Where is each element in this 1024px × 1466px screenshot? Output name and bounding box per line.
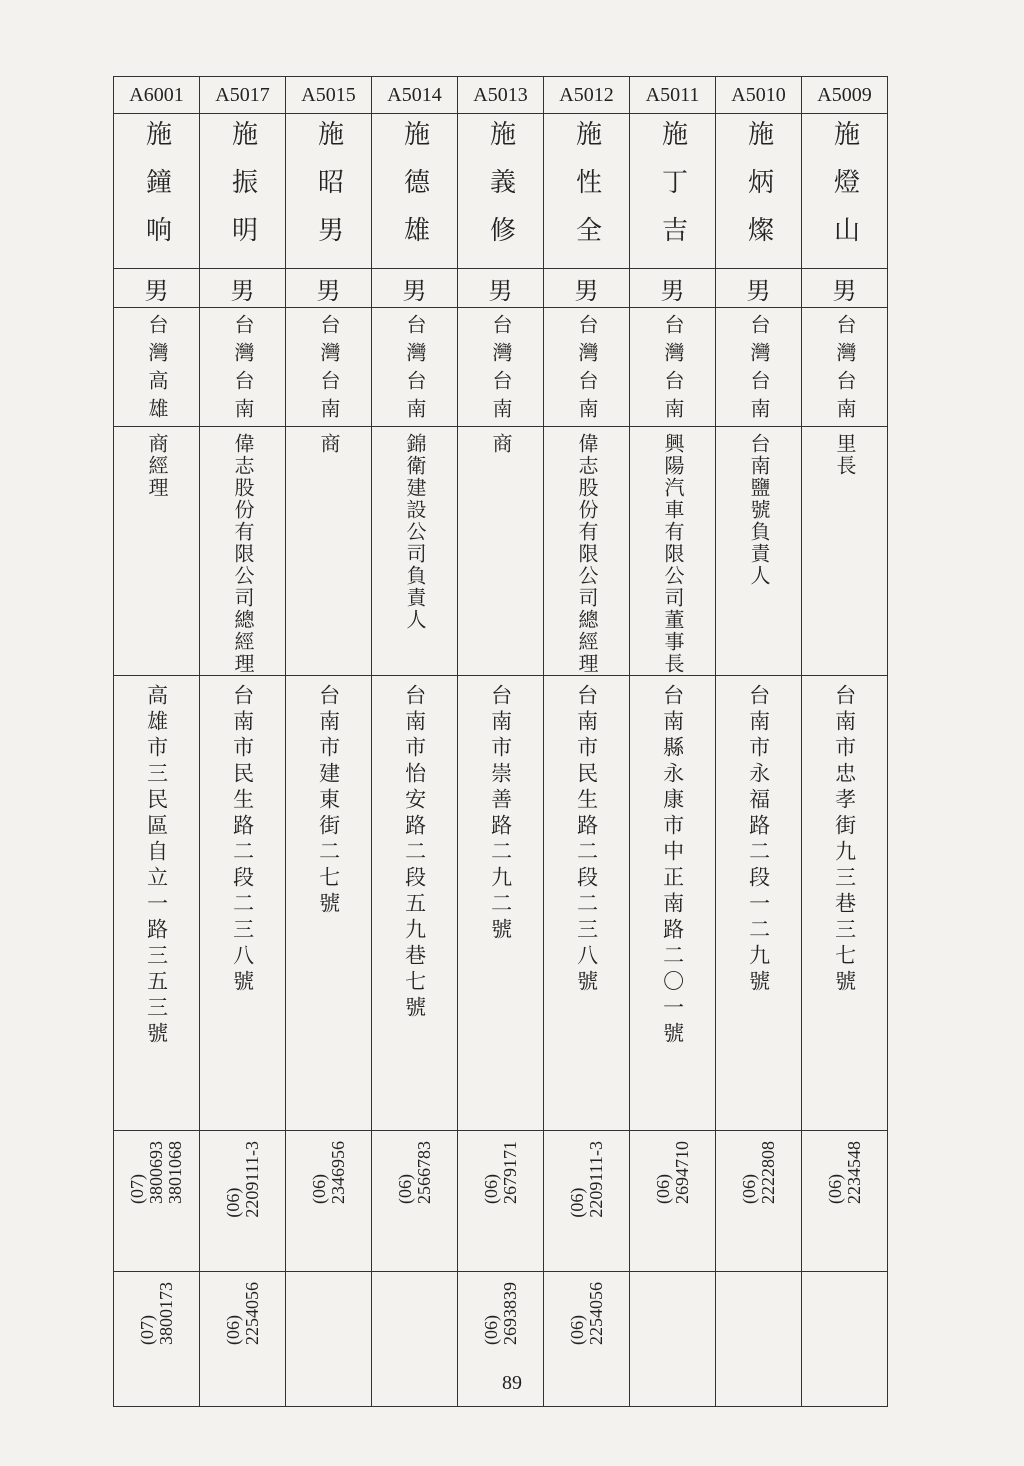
cell-content bbox=[458, 1131, 543, 1204]
member-sex-cell: 男 bbox=[544, 269, 630, 308]
member-sex-cell: 男 bbox=[286, 269, 372, 308]
member-phone2: (06) 2254056 bbox=[222, 1282, 262, 1345]
member-occupation: 商經理 bbox=[145, 433, 169, 499]
member-id-cell: A5010 bbox=[716, 77, 802, 114]
cell-content bbox=[544, 427, 629, 675]
member-sex-cell: 男 bbox=[802, 269, 888, 308]
member-occupation: 錦衛建設公司負責人 bbox=[403, 433, 427, 631]
member-address-cell bbox=[372, 676, 458, 1131]
member-name: 施鐘响 bbox=[141, 120, 172, 264]
cell-content bbox=[286, 427, 371, 455]
cell-content bbox=[200, 1131, 285, 1218]
member-origin-cell bbox=[544, 308, 630, 427]
member-sex-cell: 男 bbox=[114, 269, 200, 308]
member-name: 施炳燦 bbox=[743, 120, 774, 264]
origin-content bbox=[630, 308, 715, 426]
cell-content bbox=[544, 676, 629, 996]
member-phone2: (06) 2254056 bbox=[566, 1282, 606, 1345]
origin-content bbox=[802, 308, 887, 426]
member-occupation-cell bbox=[200, 427, 286, 676]
member-name-cell bbox=[802, 114, 888, 269]
member-occupation: 商 bbox=[317, 433, 341, 455]
cell-content bbox=[544, 1272, 629, 1345]
cell-content bbox=[716, 1131, 801, 1204]
cell-content bbox=[114, 1272, 199, 1345]
origin-content bbox=[286, 308, 371, 426]
member-name: 施振明 bbox=[227, 120, 258, 264]
member-sex-cell: 男 bbox=[458, 269, 544, 308]
member-address-cell bbox=[114, 676, 200, 1131]
member-origin-cell bbox=[716, 308, 802, 427]
name-row bbox=[114, 114, 888, 269]
member-occupation: 里長 bbox=[833, 433, 857, 477]
member-occupation: 偉志股份有限公司總經理 bbox=[231, 433, 255, 675]
member-name: 施性全 bbox=[571, 120, 602, 264]
member-address-cell bbox=[458, 676, 544, 1131]
cell-content bbox=[200, 1272, 285, 1345]
member-address: 台南市民生路二段二三八號 bbox=[574, 684, 599, 996]
member-origin-cell bbox=[458, 308, 544, 427]
member-address-cell bbox=[802, 676, 888, 1131]
member-sex-cell: 男 bbox=[716, 269, 802, 308]
member-origin-cell bbox=[114, 308, 200, 427]
member-phone-cell bbox=[114, 1131, 200, 1272]
cell-content bbox=[716, 676, 801, 996]
member-id-cell: A5017 bbox=[200, 77, 286, 114]
member-address: 台南市怡安路二段五九巷七號 bbox=[402, 684, 427, 1022]
member-phone: (06) 2209111-3 bbox=[222, 1141, 262, 1218]
member-occupation-cell bbox=[372, 427, 458, 676]
member-origin: 台灣台南 bbox=[661, 314, 685, 426]
cell-content bbox=[458, 676, 543, 944]
member-phone-cell bbox=[716, 1131, 802, 1272]
cell-content bbox=[114, 427, 199, 499]
member-origin-cell bbox=[372, 308, 458, 427]
cell-content bbox=[630, 1131, 715, 1204]
cell-content bbox=[716, 427, 801, 587]
member-occupation-cell bbox=[630, 427, 716, 676]
member-table bbox=[113, 76, 888, 1407]
cell-content bbox=[716, 1272, 801, 1282]
occupation-row bbox=[114, 427, 888, 676]
member-name-cell bbox=[286, 114, 372, 269]
member-id-cell: A5009 bbox=[802, 77, 888, 114]
origin-content bbox=[458, 308, 543, 426]
cell-content bbox=[114, 1131, 199, 1204]
page-number: 89 bbox=[502, 1372, 522, 1394]
member-name: 施德雄 bbox=[399, 120, 430, 264]
member-origin: 台灣高雄 bbox=[145, 314, 169, 426]
cell-content bbox=[630, 427, 715, 675]
member-origin-cell bbox=[200, 308, 286, 427]
cell-content bbox=[630, 676, 715, 1048]
cell-content bbox=[286, 676, 371, 918]
address-row bbox=[114, 676, 888, 1131]
member-phone: (06) 2209111-3 bbox=[566, 1141, 606, 1218]
member-occupation-cell bbox=[802, 427, 888, 676]
member-occupation-cell bbox=[114, 427, 200, 676]
member-phone: (06) 2679171 bbox=[480, 1141, 520, 1204]
member-phone-cell bbox=[630, 1131, 716, 1272]
member-id-cell: A6001 bbox=[114, 77, 200, 114]
member-phone: (06) 2566783 bbox=[394, 1141, 434, 1204]
member-origin-cell bbox=[630, 308, 716, 427]
member-occupation-cell bbox=[716, 427, 802, 676]
member-occupation: 台南鹽號負責人 bbox=[747, 433, 771, 587]
member-id-cell: A5011 bbox=[630, 77, 716, 114]
cell-content bbox=[114, 676, 199, 1048]
member-name: 施燈山 bbox=[829, 120, 860, 264]
origin-content bbox=[372, 308, 457, 426]
member-name-cell bbox=[114, 114, 200, 269]
member-sex-cell: 男 bbox=[200, 269, 286, 308]
origin-content bbox=[114, 308, 199, 426]
member-origin: 台灣台南 bbox=[317, 314, 341, 426]
cell-content bbox=[372, 1272, 457, 1282]
cell-content bbox=[372, 676, 457, 1022]
member-occupation-cell bbox=[286, 427, 372, 676]
member-address: 台南市建東街二七號 bbox=[316, 684, 341, 918]
sex-row bbox=[114, 269, 888, 308]
member-origin: 台灣台南 bbox=[833, 314, 857, 426]
member-address-cell bbox=[286, 676, 372, 1131]
id-row bbox=[114, 77, 888, 114]
member-id-cell: A5014 bbox=[372, 77, 458, 114]
member-phone2: (07) 3800173 bbox=[136, 1282, 176, 1345]
cell-content bbox=[630, 1272, 715, 1282]
member-occupation: 興陽汽車有限公司董事長 bbox=[661, 433, 685, 675]
member-occupation: 偉志股份有限公司總經理 bbox=[575, 433, 599, 675]
cell-content bbox=[286, 1131, 371, 1204]
member-occupation-cell bbox=[544, 427, 630, 676]
member-id-cell: A5013 bbox=[458, 77, 544, 114]
member-name-cell bbox=[458, 114, 544, 269]
member-phone: (06) 2222808 bbox=[738, 1141, 778, 1204]
member-occupation-cell bbox=[458, 427, 544, 676]
member-phone-cell bbox=[458, 1131, 544, 1272]
member-name-cell bbox=[372, 114, 458, 269]
member-address: 台南市永福路二段一二九號 bbox=[746, 684, 771, 996]
member-origin: 台灣台南 bbox=[747, 314, 771, 426]
member-origin: 台灣台南 bbox=[575, 314, 599, 426]
member-phone-cell bbox=[200, 1131, 286, 1272]
member-phone-cell bbox=[286, 1131, 372, 1272]
member-phone: (07) 3800693 3801068 bbox=[127, 1141, 185, 1204]
cell-content bbox=[802, 1272, 887, 1282]
member-address: 高雄市三民區自立一路三五三號 bbox=[144, 684, 169, 1048]
phone-row bbox=[114, 1131, 888, 1272]
cell-content bbox=[200, 676, 285, 996]
cell-content bbox=[802, 1131, 887, 1204]
member-phone-cell bbox=[802, 1131, 888, 1272]
member-address-cell bbox=[716, 676, 802, 1131]
member-name: 施義修 bbox=[485, 120, 516, 264]
member-address-cell bbox=[544, 676, 630, 1131]
member-name-cell bbox=[716, 114, 802, 269]
member-phone-cell bbox=[544, 1131, 630, 1272]
member-address-cell bbox=[630, 676, 716, 1131]
member-origin: 台灣台南 bbox=[489, 314, 513, 426]
origin-content bbox=[200, 308, 285, 426]
origin-content bbox=[716, 308, 801, 426]
cell-content bbox=[544, 1131, 629, 1218]
member-phone: (06) 2234548 bbox=[824, 1141, 864, 1204]
member-sex-cell: 男 bbox=[372, 269, 458, 308]
member-address: 台南市民生路二段二三八號 bbox=[230, 684, 255, 996]
cell-content bbox=[458, 427, 543, 455]
member-name-cell bbox=[200, 114, 286, 269]
member-name-cell bbox=[544, 114, 630, 269]
member-origin-cell bbox=[286, 308, 372, 427]
cell-content bbox=[802, 676, 887, 996]
member-phone: (06) 2694710 bbox=[652, 1141, 692, 1204]
member-origin: 台灣台南 bbox=[231, 314, 255, 426]
member-name: 施丁吉 bbox=[657, 120, 688, 264]
member-address: 台南縣永康市中正南路二〇一號 bbox=[660, 684, 685, 1048]
member-address-cell bbox=[200, 676, 286, 1131]
member-sex-cell: 男 bbox=[630, 269, 716, 308]
member-origin: 台灣台南 bbox=[403, 314, 427, 426]
member-occupation: 商 bbox=[489, 433, 513, 455]
cell-content bbox=[286, 1272, 371, 1282]
cell-content bbox=[200, 427, 285, 675]
member-address: 台南市忠孝街九三巷三七號 bbox=[832, 684, 857, 996]
origin-row bbox=[114, 308, 888, 427]
cell-content bbox=[802, 427, 887, 477]
member-phone-cell bbox=[372, 1131, 458, 1272]
member-name: 施昭男 bbox=[313, 120, 344, 264]
cell-content bbox=[372, 1131, 457, 1204]
member-id-cell: A5012 bbox=[544, 77, 630, 114]
member-phone: (06) 2346956 bbox=[308, 1141, 348, 1204]
member-address: 台南市崇善路二九二號 bbox=[488, 684, 513, 944]
origin-content bbox=[544, 308, 629, 426]
member-phone2: (06) 2693839 bbox=[480, 1282, 520, 1345]
member-name-cell bbox=[630, 114, 716, 269]
member-origin-cell bbox=[802, 308, 888, 427]
cell-content bbox=[372, 427, 457, 631]
cell-content bbox=[458, 1272, 543, 1345]
member-id-cell: A5015 bbox=[286, 77, 372, 114]
